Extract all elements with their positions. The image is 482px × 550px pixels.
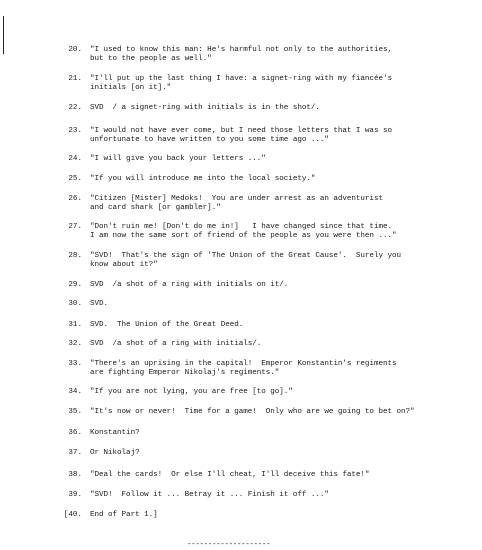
entry-line: I am now the same sort of friend of the people as you were then ..." [90, 232, 397, 240]
entry-text [90, 252, 450, 270]
entry-line: "If you are not lying, you are free [to go]." [90, 388, 293, 396]
entry-line: know about it?" [90, 261, 158, 269]
entry-number: 24. [68, 155, 82, 163]
entry-text [90, 300, 450, 309]
entry-line: "Deal the cards! Or else I'll cheat, I'll deceive this fate!" [90, 471, 370, 479]
entry-text [90, 155, 450, 164]
entry-text [90, 46, 450, 64]
entry-line: "I would not have ever come, but I need those letters that I was so [90, 127, 392, 135]
entry-number: 20. [68, 46, 82, 54]
entry-line: SVD /a shot of a ring with initials/. [90, 340, 262, 348]
entry-line: initials [on it]." [90, 84, 172, 92]
entry-line: Or Nikolaj? [90, 449, 140, 457]
entry-number: 31. [68, 321, 82, 329]
entry-number: 23. [68, 127, 82, 135]
entry-number: 36. [68, 429, 82, 437]
entry-number: [40. [63, 511, 82, 519]
entry-text [90, 195, 450, 213]
margin-line [3, 16, 4, 54]
entry-text [90, 388, 450, 397]
entry-text [90, 449, 450, 458]
entry-line: "It's now or never! Time for a game! Only who are we going to bet on?" [90, 408, 415, 416]
entry-number: 38. [68, 471, 82, 479]
entry-number: 37. [68, 449, 82, 457]
entry-text [90, 104, 450, 113]
entry-number: 27. [68, 223, 82, 231]
entry-line: "I used to know this man: He's harmful not only to the authorities, [90, 46, 392, 54]
entry-line: unfortunate to have written to you some time ago ..." [90, 136, 329, 144]
entry-line: and card shark [or gambler]." [90, 204, 221, 212]
entry-text [90, 321, 450, 330]
entry-text [90, 408, 450, 417]
entry-line: End of Part 1.] [90, 511, 158, 519]
entry-line: SVD. [90, 300, 109, 308]
entry-line: SVD /a shot of a ring with initials on it/. [90, 281, 289, 289]
entry-number: 35. [68, 408, 82, 416]
entry-number: 39. [68, 491, 82, 499]
entry-text [90, 75, 450, 93]
entry-line: "SVD! Follow it ... Betray it ... Finish it off ..." [90, 491, 329, 499]
entry-line: are fighting Emperor Nikolaj's regiments." [90, 369, 280, 377]
entry-text [90, 491, 450, 500]
entry-number: 34. [68, 388, 82, 396]
entry-text [90, 360, 450, 378]
entry-text [90, 175, 450, 184]
entry-number: 32. [68, 340, 82, 348]
entry-line: "I will give you back your letters ..." [90, 155, 266, 163]
entry-line: "Don't ruin me! [Don't do me in!] I have changed since that time. [90, 223, 392, 231]
entry-text [90, 127, 450, 145]
entry-line: Konstantin? [90, 429, 140, 437]
entry-text [90, 471, 450, 480]
entry-line: "If you will introduce me into the local society." [90, 175, 316, 183]
entry-text [90, 223, 450, 241]
entry-line: but to the people as well." [90, 55, 212, 63]
entry-text [90, 429, 450, 438]
entry-line: "I'll put up the last thing I have: a signet-ring with my fiancée's [90, 75, 392, 83]
entry-number: 25. [68, 175, 82, 183]
entry-number: 26. [68, 195, 82, 203]
entry-number: 22. [68, 104, 82, 112]
closing-rule: -------------------- [187, 541, 271, 549]
entry-line: "SVD! That's the sign of 'The Union of the Great Cause'. Surely you [90, 252, 401, 260]
entry-text [90, 511, 450, 520]
entry-line: "Citizen [Mister] Medoks! You are under arrest as an adventurist [90, 195, 383, 203]
entry-line: SVD / a signet-ring with initials is in the shot/. [90, 104, 320, 112]
entry-text [90, 340, 450, 349]
entry-number: 21. [68, 75, 82, 83]
entry-number: 30. [68, 300, 82, 308]
entry-line: SVD. The Union of the Great Deed. [90, 321, 244, 329]
entry-number: 33. [68, 360, 82, 368]
entry-text [90, 281, 450, 290]
entry-line: "There's an uprising in the capital! Emperor Konstantin's regiments [90, 360, 397, 368]
entry-number: 29. [68, 281, 82, 289]
entry-number: 28. [68, 252, 82, 260]
